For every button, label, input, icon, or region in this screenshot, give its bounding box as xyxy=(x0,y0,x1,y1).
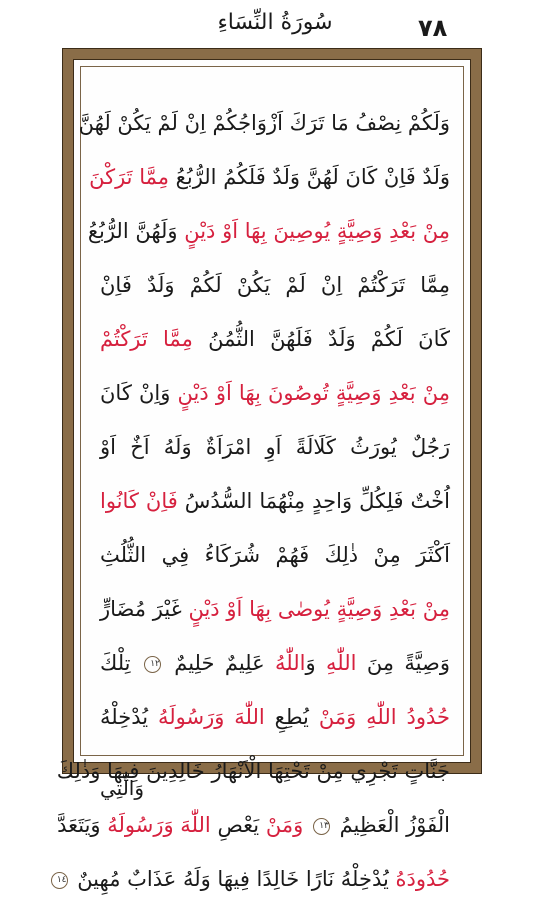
text-line xyxy=(56,744,450,798)
text-segment: الْفَوْزُ الْعَظِيمُ xyxy=(332,813,450,837)
surah-title: سُورَةُ النِّسَاءِ xyxy=(217,10,333,35)
text-line xyxy=(87,204,450,258)
ayah-number-marker: ١٤ xyxy=(51,872,68,889)
text-line xyxy=(100,474,450,528)
ayah-number-marker: ١٢ xyxy=(144,656,161,673)
text-segment: يُدْخِلْهُ xyxy=(100,705,158,729)
highlighted-text: وَمَنْ xyxy=(265,813,310,837)
highlighted-text: اللّٰهِ xyxy=(326,651,357,675)
text-line xyxy=(100,690,450,744)
page-number: ٧٨ xyxy=(418,14,448,42)
ayah-number-marker: ١٣ xyxy=(313,818,330,835)
text-line xyxy=(100,582,450,636)
text-segment: رَجُلٌ يُورَثُ كَلَالَةً اَوِ امْرَاَةٌ وَلَهُ اَخٌ اَوْ xyxy=(100,435,450,459)
quran-text-block xyxy=(56,96,450,906)
text-segment: وَاِنْ كَانَ xyxy=(100,381,178,405)
text-line xyxy=(100,636,450,690)
highlighted-text: اللّٰهَ وَرَسُولَهُ xyxy=(157,705,265,729)
text-segment: جَنَّاتٍ تَجْرِي مِنْ تَحْتِهَا الْاَنْهَارُ خَالِدِينَ فِيهَا وَذٰلِكَ xyxy=(56,759,450,783)
text-segment: وَلَدٌ فَاِنْ كَانَ لَهُنَّ وَلَدٌ فَلَكُمُ الرُّبُعُ xyxy=(169,165,450,189)
text-line xyxy=(78,96,450,150)
page-header xyxy=(0,0,550,50)
text-segment: وَصِيَّةً مِنَ xyxy=(356,651,450,675)
text-segment: مِمَّا تَرَكْتُمْ اِنْ لَمْ يَكُنْ لَكُمْ وَلَدٌ فَاِنْ xyxy=(100,273,450,297)
highlighted-text: مِنْ بَعْدِ وَصِيَّةٍ يُوصِينَ بِهَا اَوْ دَيْنٍ xyxy=(184,219,450,243)
text-segment: كَانَ لَكُمْ وَلَدٌ فَلَهُنَّ الثُّمُنُ xyxy=(192,327,450,351)
text-segment: غَيْرَ مُضَارٍّ xyxy=(100,597,189,621)
text-line xyxy=(89,150,450,204)
highlighted-text: اللّٰهَ وَرَسُولَهُ xyxy=(107,813,211,837)
catchword: وَالّٰتِي xyxy=(100,776,145,800)
highlighted-text: حُدُودَهُ xyxy=(395,867,450,891)
text-segment: وَلَكُمْ نِصْفُ مَا تَرَكَ اَزْوَاجُكُمْ اِنْ لَمْ يَكُنْ لَهُنَّ xyxy=(78,111,450,135)
highlighted-text: مِمَّا تَرَكْنَ xyxy=(89,165,169,189)
highlighted-text: فَاِنْ كَانُوا xyxy=(100,489,178,513)
text-line xyxy=(100,312,450,366)
highlighted-text: مِمَّا تَرَكْتُمْ xyxy=(100,327,193,351)
text-segment: يُدْخِلْهُ نَارًا خَالِدًا فِيهَا وَلَهُ عَذَابٌ مُهِينٌ xyxy=(70,867,396,891)
text-segment: عَلِيمٌ حَلِيمٌ xyxy=(163,651,276,675)
text-segment: يُطِعِ xyxy=(264,705,319,729)
text-segment: وَلَهُنَّ الرُّبُعُ xyxy=(87,219,185,243)
highlighted-text: مِنْ بَعْدِ وَصِيَّةٍ يُوصٰى بِهَا اَوْ دَيْنٍ xyxy=(188,597,450,621)
text-segment: اَكْثَرَ مِنْ ذٰلِكَ فَهُمْ شُرَكَاءُ فِي الثُّلُثِ xyxy=(100,543,450,567)
text-line xyxy=(57,798,450,852)
highlighted-text: مِنْ بَعْدِ وَصِيَّةٍ تُوصُونَ بِهَا اَوْ دَيْنٍ xyxy=(177,381,450,405)
text-segment: اُخْتٌ فَلِكُلِّ وَاحِدٍ مِنْهُمَا السُّدُسُ xyxy=(177,489,450,513)
text-line xyxy=(56,852,450,906)
text-line xyxy=(100,420,450,474)
highlighted-text: حُدُودُ اللّٰهِ وَمَنْ xyxy=(318,705,450,729)
text-segment: وَيَتَعَدَّ xyxy=(57,813,108,837)
highlighted-text: اللّٰهُ xyxy=(275,651,306,675)
text-segment: تِلْكَ xyxy=(100,651,141,675)
text-segment: يَعْصِ xyxy=(210,813,266,837)
text-line xyxy=(100,258,450,312)
text-line xyxy=(100,528,450,582)
text-line xyxy=(100,366,450,420)
text-segment: وَ xyxy=(305,651,326,675)
